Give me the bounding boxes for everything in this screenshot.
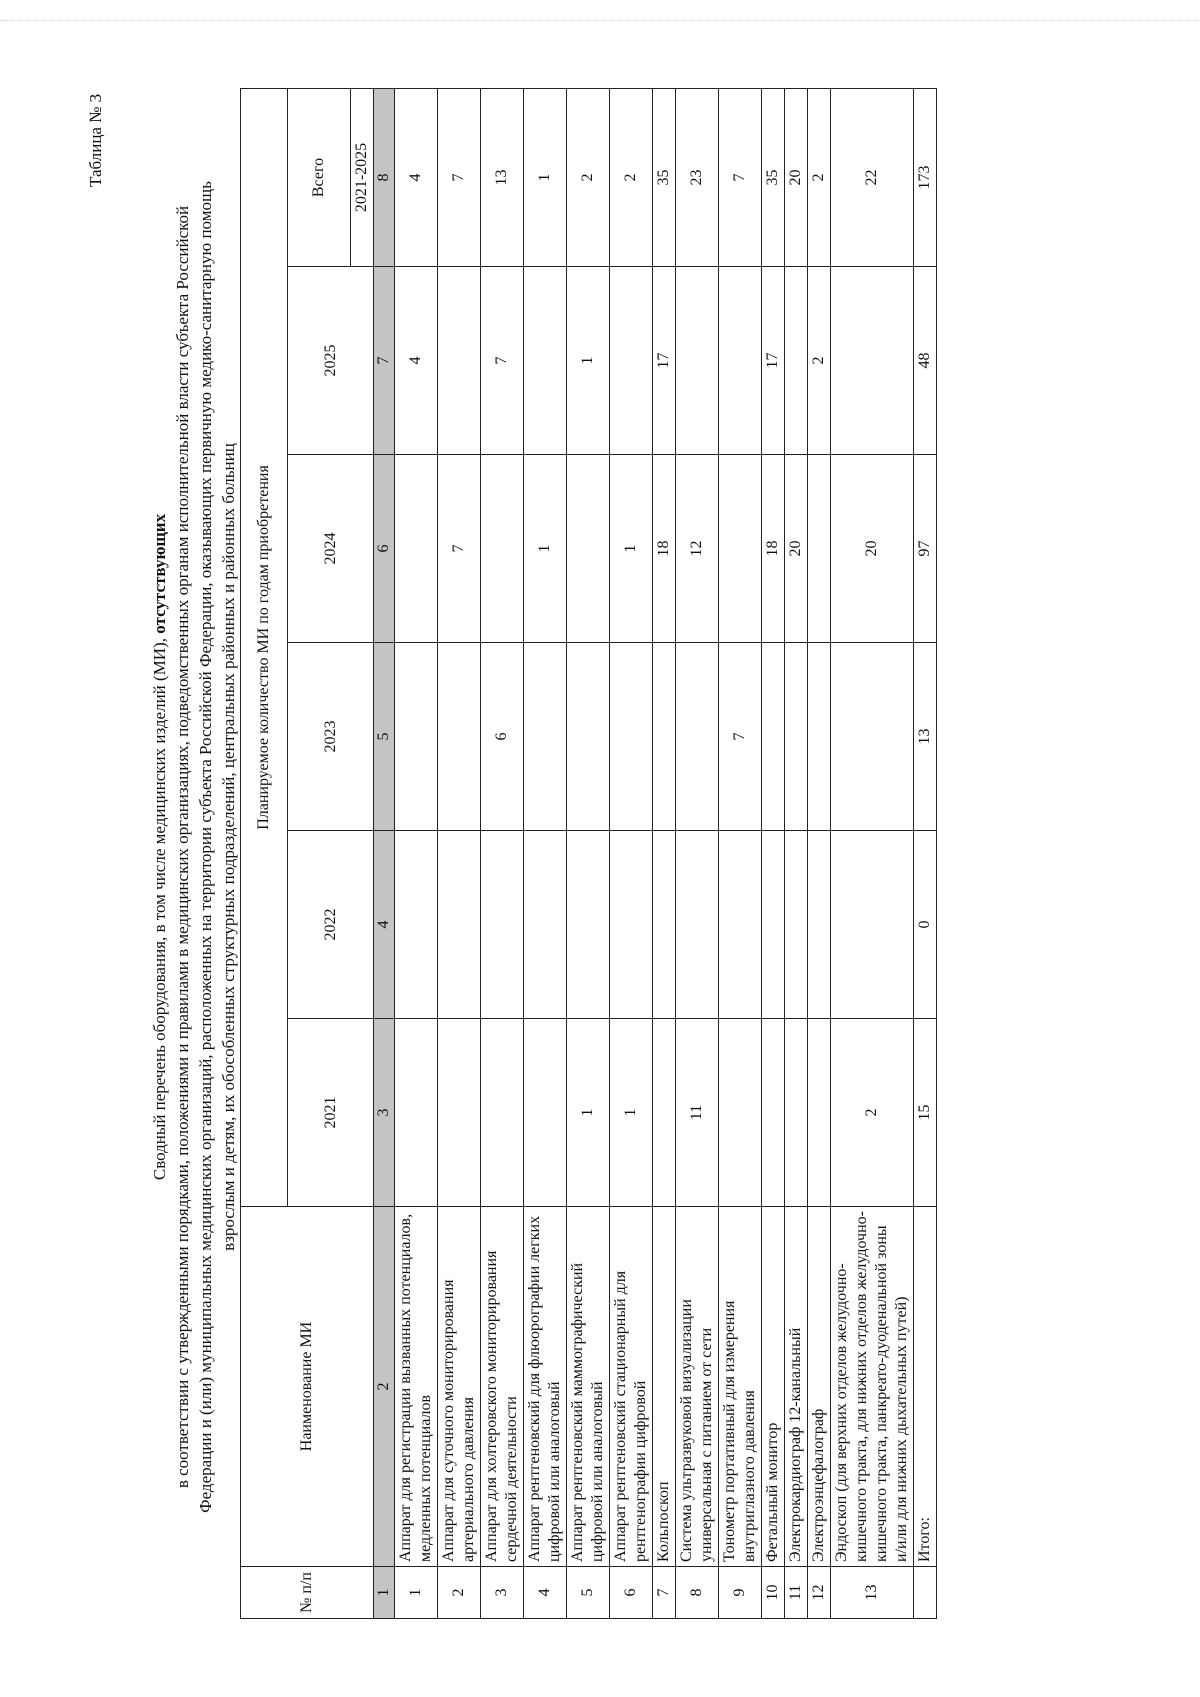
quantity-2022 — [395, 831, 438, 1019]
index-cell: 1 — [374, 1567, 395, 1619]
row-number: 3 — [481, 1567, 524, 1619]
quantity-2024 — [808, 455, 831, 643]
quantity-2021: 2 — [831, 1019, 914, 1207]
quantity-2022 — [567, 831, 610, 1019]
row-total: 35 — [653, 88, 676, 266]
quantity-2024 — [719, 455, 762, 643]
row-total: 35 — [762, 88, 785, 266]
quantity-2021 — [438, 1019, 481, 1207]
quantity-2024: 18 — [653, 455, 676, 643]
total-2024: 97 — [914, 455, 937, 643]
quantity-2023 — [762, 643, 785, 831]
index-cell: 8 — [374, 88, 395, 266]
table-body — [395, 88, 937, 1618]
quantity-2021 — [481, 1019, 524, 1207]
quantity-2023 — [653, 643, 676, 831]
equipment-name: Фетальный монитор — [762, 1207, 785, 1567]
header-row-1 — [241, 88, 288, 1618]
equipment-name: Аппарат рентгеновский стационарный для рентгенографии цифровой — [610, 1207, 653, 1567]
quantity-2023 — [808, 643, 831, 831]
index-cell: 6 — [374, 455, 395, 643]
equipment-name: Аппарат рентгеновский маммографический цифровой или аналоговый — [567, 1207, 610, 1567]
table-row — [610, 88, 653, 1618]
quantity-2024 — [481, 455, 524, 643]
table-row — [676, 88, 719, 1618]
row-total: 2 — [808, 88, 831, 266]
table-number: Таблица № 3 — [86, 93, 105, 187]
row-total: 2 — [567, 88, 610, 266]
quantity-2024: 20 — [831, 455, 914, 643]
document-title — [148, 177, 240, 1517]
quantity-2025 — [831, 267, 914, 455]
header-planned: Планируемое количество МИ по годам приобретения — [241, 88, 288, 1206]
column-index-row — [374, 88, 395, 1618]
table-row — [524, 88, 567, 1618]
quantity-2025 — [719, 267, 762, 455]
quantity-2024: 1 — [524, 455, 567, 643]
table-row — [762, 88, 785, 1618]
title-bold: отсутствующих — [150, 513, 169, 634]
quantity-2023 — [524, 643, 567, 831]
quantity-2022 — [524, 831, 567, 1019]
row-total: 22 — [831, 88, 914, 266]
table-row — [438, 88, 481, 1618]
quantity-2021 — [762, 1019, 785, 1207]
row-number: 9 — [719, 1567, 762, 1619]
row-total: 7 — [719, 88, 762, 266]
row-number: 10 — [762, 1567, 785, 1619]
row-number: 12 — [808, 1567, 831, 1619]
quantity-2024 — [395, 455, 438, 643]
quantity-2022 — [831, 831, 914, 1019]
row-number: 5 — [567, 1567, 610, 1619]
row-number: 4 — [524, 1567, 567, 1619]
quantity-2025 — [438, 267, 481, 455]
quantity-2024: 20 — [785, 455, 808, 643]
total-row-no — [914, 1567, 937, 1619]
quantity-2025 — [524, 267, 567, 455]
table-row — [785, 88, 808, 1618]
header-year-2022: 2022 — [288, 831, 374, 1019]
total-2023: 13 — [914, 643, 937, 831]
equipment-name: Эндоскоп (для верхних отделов желудочно-кишечного тракта, для нижних отделов желудочно-кишечного тракта, панкреато-дуоденальной зоны и/или для нижних дыхательных путей) — [831, 1207, 914, 1567]
row-total: 13 — [481, 88, 524, 266]
header-total: Всего — [288, 88, 351, 266]
header-year-2021: 2021 — [288, 1019, 374, 1207]
table-row — [481, 88, 524, 1618]
quantity-2022 — [785, 831, 808, 1019]
equipment-name: Аппарат для регистрации вызванных потенциалов, медленных потенциалов — [395, 1207, 438, 1567]
quantity-2025: 17 — [653, 267, 676, 455]
quantity-2023: 7 — [719, 643, 762, 831]
index-cell: 3 — [374, 1019, 395, 1207]
quantity-2021: 1 — [567, 1019, 610, 1207]
quantity-2021 — [524, 1019, 567, 1207]
row-number: 2 — [438, 1567, 481, 1619]
equipment-name: Тонометр портативный для измерения внутриглазного давления — [719, 1207, 762, 1567]
total-row — [914, 88, 937, 1618]
quantity-2021: 11 — [676, 1019, 719, 1207]
header-year-2023: 2023 — [288, 643, 374, 831]
row-total: 2 — [610, 88, 653, 266]
equipment-name: Кольпоскоп — [653, 1207, 676, 1567]
index-cell: 2 — [374, 1207, 395, 1567]
equipment-name: Электроэнцефалограф — [808, 1207, 831, 1567]
table-row — [831, 88, 914, 1618]
index-cell: 7 — [374, 267, 395, 455]
equipment-name: Система ультразвуковой визуализации универсальная с питанием от сети — [676, 1207, 719, 1567]
quantity-2022 — [610, 831, 653, 1019]
total-2022: 0 — [914, 831, 937, 1019]
equipment-name: Электрокардиограф 12-канальный — [785, 1207, 808, 1567]
header-name: Наименование МИ — [241, 1207, 374, 1567]
quantity-2025 — [785, 267, 808, 455]
quantity-2024: 1 — [610, 455, 653, 643]
header-total-range: 2021-2025 — [351, 88, 374, 266]
row-number: 6 — [610, 1567, 653, 1619]
index-cell: 5 — [374, 643, 395, 831]
quantity-2024: 12 — [676, 455, 719, 643]
header-no: № п/п — [241, 1567, 374, 1619]
quantity-2022 — [676, 831, 719, 1019]
row-number: 7 — [653, 1567, 676, 1619]
quantity-2025 — [676, 267, 719, 455]
total-2021: 15 — [914, 1019, 937, 1207]
quantity-2023 — [785, 643, 808, 831]
quantity-2021 — [653, 1019, 676, 1207]
row-number: 13 — [831, 1567, 914, 1619]
quantity-2024: 7 — [438, 455, 481, 643]
quantity-2021 — [395, 1019, 438, 1207]
total-2025: 48 — [914, 267, 937, 455]
row-total: 23 — [676, 88, 719, 266]
row-number: 11 — [785, 1567, 808, 1619]
table-row — [808, 88, 831, 1618]
quantity-2022 — [808, 831, 831, 1019]
row-total: 4 — [395, 88, 438, 266]
quantity-2023 — [610, 643, 653, 831]
row-total: 20 — [785, 88, 808, 266]
row-number: 8 — [676, 1567, 719, 1619]
quantity-2025: 2 — [808, 267, 831, 455]
equipment-name: Аппарат для холтеровского мониторирования сердечной деятельности — [481, 1207, 524, 1567]
title-rest: в соответствии с утвержденными порядками, положениями и правилами в медицинских организациях, подведомственных органам исполнительной власти субъекта Российской Федерации и (или) муниципальных медицинских организаций, расположенных на территории субъекта Российской Федерации, оказывающих первичную медико-санитарную помощь взрослым и детям, их обособленных структурных подразделений, центральных районных и районных больниц — [173, 181, 238, 1513]
quantity-2025: 4 — [395, 267, 438, 455]
row-number: 1 — [395, 1567, 438, 1619]
equipment-name: Аппарат для суточного мониторирования артериального давления — [438, 1207, 481, 1567]
equipment-name: Аппарат рентгеновский для флюорографии легких цифровой или аналоговый — [524, 1207, 567, 1567]
quantity-2025 — [610, 267, 653, 455]
quantity-2022 — [653, 831, 676, 1019]
title-line1: Сводный перечень оборудования, в том числе медицинских изделий (МИ), — [150, 638, 169, 1181]
quantity-2023 — [438, 643, 481, 831]
grand-total: 173 — [914, 88, 937, 266]
quantity-2023 — [676, 643, 719, 831]
quantity-2023 — [567, 643, 610, 831]
quantity-2023 — [831, 643, 914, 831]
quantity-2024: 18 — [762, 455, 785, 643]
table-row — [653, 88, 676, 1618]
row-total: 1 — [524, 88, 567, 266]
table-row — [395, 88, 438, 1618]
quantity-2021 — [808, 1019, 831, 1207]
quantity-2021 — [785, 1019, 808, 1207]
quantity-2025: 17 — [762, 267, 785, 455]
quantity-2023 — [395, 643, 438, 831]
quantity-2022 — [438, 831, 481, 1019]
quantity-2024 — [567, 455, 610, 643]
total-label: Итого: — [914, 1207, 937, 1567]
quantity-2025: 1 — [567, 267, 610, 455]
table-row — [719, 88, 762, 1618]
quantity-2022 — [719, 831, 762, 1019]
row-total: 7 — [438, 88, 481, 266]
header-year-2024: 2024 — [288, 455, 374, 643]
quantity-2025: 7 — [481, 267, 524, 455]
quantity-2022 — [762, 831, 785, 1019]
equipment-table — [240, 88, 937, 1619]
quantity-2023: 6 — [481, 643, 524, 831]
header-year-2025: 2025 — [288, 267, 374, 455]
index-cell: 4 — [374, 831, 395, 1019]
quantity-2022 — [481, 831, 524, 1019]
quantity-2021: 1 — [610, 1019, 653, 1207]
table-row — [567, 88, 610, 1618]
quantity-2021 — [719, 1019, 762, 1207]
